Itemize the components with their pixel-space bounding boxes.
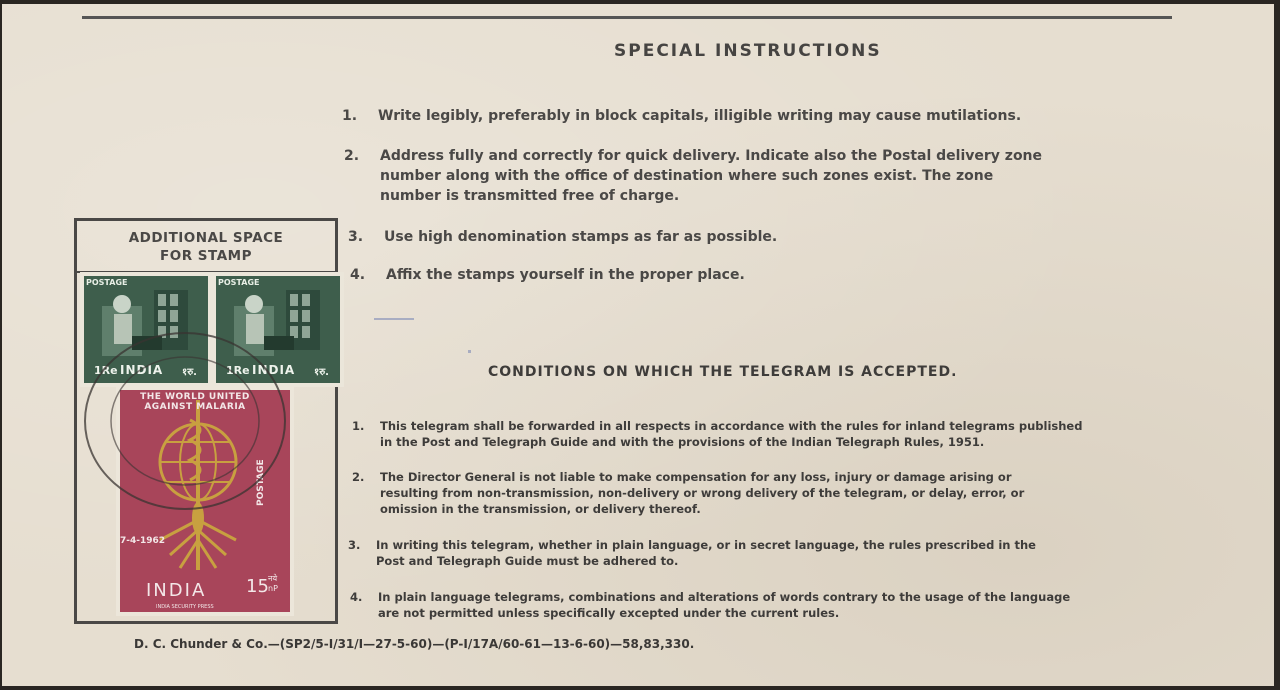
- condition-line: In writing this telegram, whether in plain language, or in secret language, the rules prescribed in the: [376, 538, 1036, 552]
- stamp-value-hindi: १रु.: [182, 367, 197, 378]
- stamp-hindi-unit: नये: [268, 574, 278, 583]
- condition-number: 1.: [352, 419, 365, 433]
- stamp-np-unit: nP: [268, 584, 278, 593]
- instruction-line: Write legibly, preferably in block capitals, illigible writing may cause mutilations.: [378, 108, 1022, 124]
- stamp-value: 15: [246, 576, 269, 597]
- instruction-2: [344, 146, 1043, 206]
- instruction-1: [342, 106, 1022, 126]
- condition-number: 4.: [350, 590, 363, 604]
- printer-imprint: D. C. Chunder & Co.—(SP2/5-I/31/I—27-5-60)—(P-I/17A/60-61—13-6-60)—58,83,330.: [134, 637, 695, 651]
- condition-line: omission in the transmission, or delivery thereof.: [380, 502, 701, 516]
- stamp-country: INDIA: [120, 363, 164, 377]
- condition-line: In plain language telegrams, combinations and alterations of words contrary to the usage of the language: [378, 590, 1071, 604]
- ink-mark: [468, 350, 471, 353]
- stamp-side-postage: POSTAGE: [256, 459, 266, 506]
- postmark-cancel-icon: [80, 326, 290, 516]
- condition-line: This telegram shall be forwarded in all respects in accordance with the rules for inland telegrams published: [380, 419, 1083, 433]
- condition-line: Post and Telegraph Guide must be adhered to.: [376, 554, 679, 568]
- stamp-space-heading: [77, 221, 335, 273]
- instruction-line: Use high denomination stamps as far as possible.: [384, 229, 778, 245]
- instruction-line: number is transmitted free of charge.: [380, 188, 680, 204]
- instruction-line: Affix the stamps yourself in the proper place.: [386, 267, 745, 283]
- stamp-country: INDIA: [146, 580, 207, 601]
- instruction-number: 4.: [350, 267, 366, 283]
- condition-number: 3.: [348, 538, 361, 552]
- ink-mark: [374, 318, 414, 320]
- instruction-number: 1.: [342, 108, 358, 124]
- condition-line: resulting from non-transmission, non-delivery or wrong delivery of the telegram, or delay, error, or: [380, 486, 1025, 500]
- stamp-value-hindi: १रु.: [314, 367, 329, 378]
- stamp-date: 7-4-1962: [120, 536, 166, 546]
- condition-1: [352, 418, 1083, 450]
- stamp-space-heading-line: ADDITIONAL SPACE: [128, 230, 284, 246]
- stamp-postage-label: POSTAGE: [86, 278, 128, 287]
- stamp-country: INDIA: [252, 363, 296, 377]
- stamp-arc-text: THE WORLD UNITED AGAINST MALARIA: [140, 392, 250, 412]
- stamp-value: 1Re: [226, 364, 250, 377]
- instruction-4: [350, 265, 745, 285]
- instruction-line: Address fully and correctly for quick delivery. Indicate also the Postal delivery zone: [380, 148, 1043, 164]
- instruction-number: 3.: [348, 229, 364, 245]
- condition-2: [352, 469, 1025, 517]
- condition-4: [350, 589, 1071, 621]
- conditions-title: CONDITIONS ON WHICH THE TELEGRAM IS ACCEPTED.: [488, 364, 958, 380]
- stamp-printer: INDIA SECURITY PRESS: [156, 604, 214, 610]
- instruction-line: number along with the office of destination where such zones exist. The zone: [380, 168, 994, 184]
- condition-3: [348, 537, 1036, 569]
- special-instructions-title: SPECIAL INSTRUCTIONS: [614, 41, 882, 61]
- condition-line: The Director General is not liable to make compensation for any loss, injury or damage arising or: [380, 470, 1012, 484]
- stamp-space-heading-line: FOR STAMP: [160, 248, 252, 264]
- condition-line: in the Post and Telegraph Guide and with the provisions of the Indian Telegraph Rules, 1951.: [380, 435, 985, 449]
- condition-number: 2.: [352, 470, 365, 484]
- stamp-postage-label: POSTAGE: [218, 278, 260, 287]
- stamp-value: 1Re: [94, 364, 118, 377]
- condition-line: are not permitted unless specifically excepted under the current rules.: [378, 606, 840, 620]
- top-rule: [82, 16, 1172, 19]
- instruction-3: [348, 227, 778, 247]
- instruction-number: 2.: [344, 148, 360, 164]
- stamp-value-unit: [268, 574, 278, 594]
